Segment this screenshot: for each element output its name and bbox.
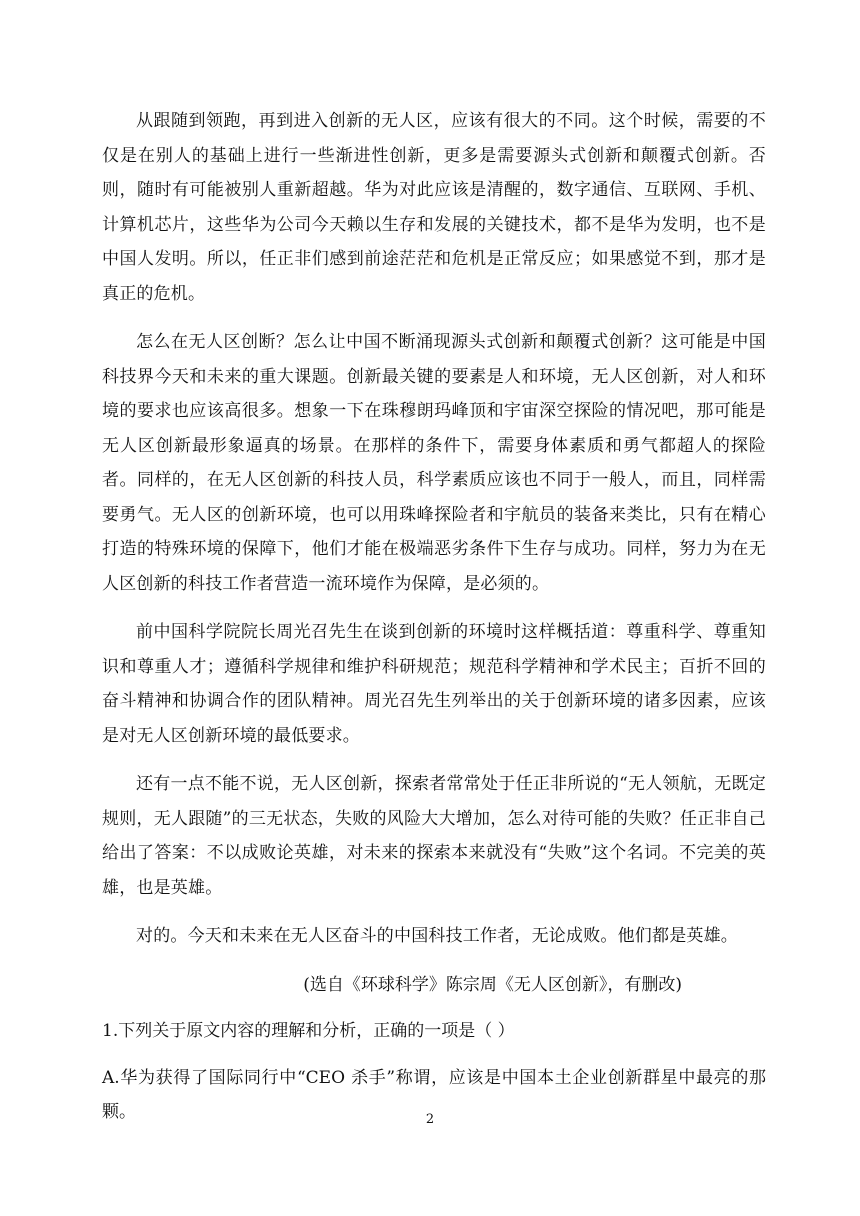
paragraph-5: 对的。今天和未来在无人区奋斗的中国科技工作者，无论成败。他们都是英雄。 <box>136 926 738 946</box>
paragraph-2: 怎么在无人区创断？怎么让中国不断涌现源头式创新和颠覆式创新？这可能是中国科技界今天和未来的重大课题。创新最关键的要素是人和环境，无人区创新，对人和环境的要求也应该高很多。想象一下在珠穆朗玛峰顶和宇宙深空探险的情况吧，那可能是无人区创新最形象逼真的场景。在那样的条件下，需要身体素质和勇气都超人的探险者。同样的，在无人区创新的科技人员，科学素质应该也不同于一般人，而且，同样需要勇气。无人区的创新环境，也可以用珠峰探险者和宇航员的装备来类比，只有在精心打造的特殊环境的保障下，他们才能在极端恶劣条件下生存与成功。同样，努力为在无人区创新的科技工作者营造一流环境作为保障，是必须的。 <box>102 332 766 594</box>
document-body <box>102 104 766 1130</box>
option-a: A.华为获得了国际同行中“CEO 杀手”称谓，应该是中国本土企业创新群星中最亮的那颗。 <box>102 1067 766 1122</box>
paragraph-4: 还有一点不能不说，无人区创新，探索者常常处于任正非所说的“无人领航，无既定规则，无人跟随”的三无状态，失败的风险大大增加，怎么对待可能的失败？任正非自己给出了答案：不以成败论英雄，对未来的探索本来就没有“失败”这个名词。不完美的英雄，也是英雄。 <box>102 774 766 898</box>
source-citation: (选自《环球科学》陈宗周《无人区创新》，有删改) <box>303 974 682 995</box>
paragraph-1: 从跟随到领跑，再到进入创新的无人区，应该有很大的不同。这个时候，需要的不仅是在别人的基础上进行一些渐进性创新，更多是需要源头式创新和颠覆式创新。否则，随时有可能被别人重新超越。华为对此应该是清醒的，数字通信、互联网、手机、计算机芯片，这些华为公司今天赖以生存和发展的关键技术，都不是华为发明，也不是中国人发明。所以，任正非们感到前途茫茫和危机是正常反应；如果感觉不到，那才是真正的危机。 <box>102 111 766 304</box>
paragraph-3: 前中国科学院院长周光召先生在谈到创新的环境时这样概括道：尊重科学、尊重知识和尊重人才；遵循科学规律和维护科研规范；规范科学精神和学术民主；百折不回的奋斗精神和协调合作的团队精神。周光召先生列举出的关于创新环境的诸多因素，应该是对无人区创新环境的最低要求。 <box>102 622 766 746</box>
page-number: 2 <box>425 1112 435 1127</box>
question-stem: 1.下列关于原文内容的理解和分析，正确的一项是（ ） <box>102 1021 515 1041</box>
